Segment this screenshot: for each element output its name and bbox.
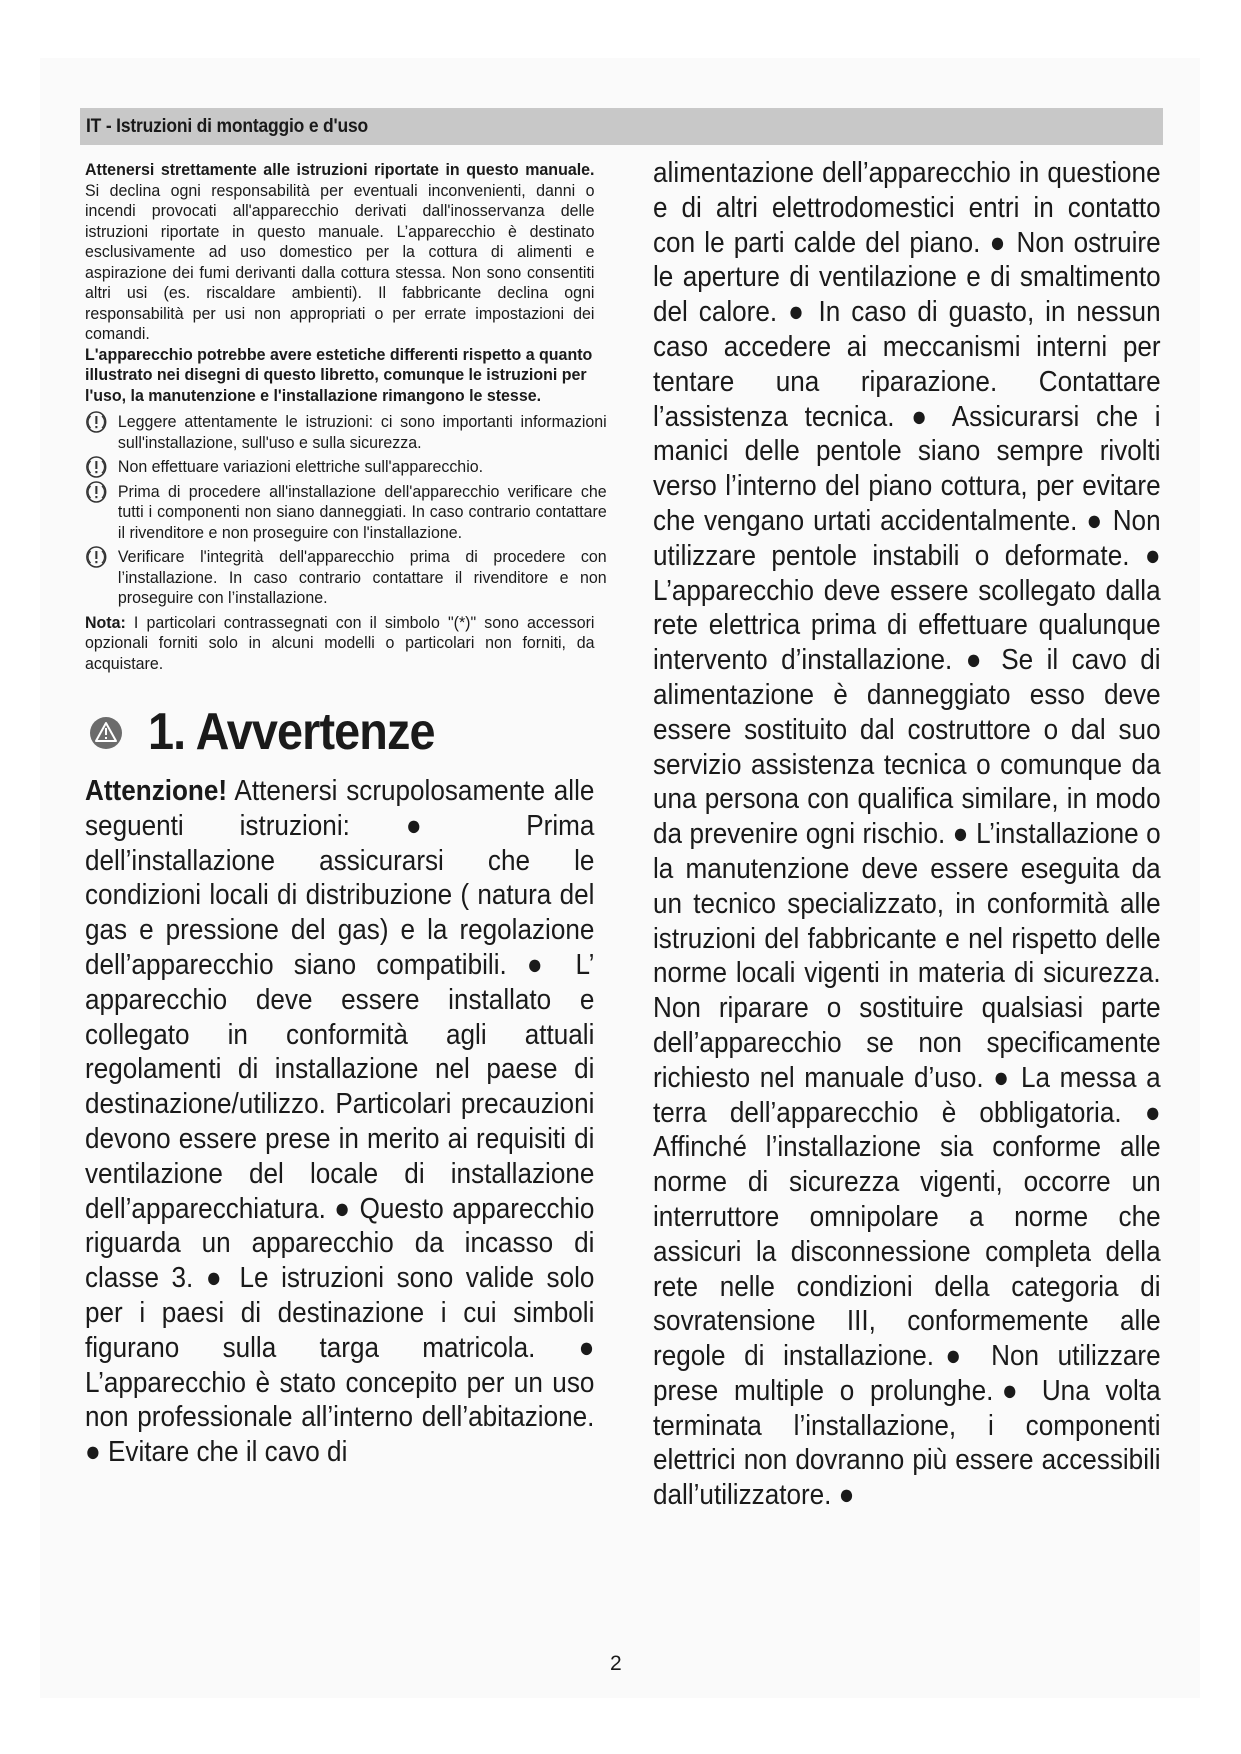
warning-text: Non effettuare variazioni elettriche sull'apparecchio. [117, 457, 484, 476]
header-title: IT - Istruzioni di montaggio e d'uso [86, 116, 369, 137]
warning-item [85, 547, 607, 609]
warning-item [85, 412, 607, 453]
section-heading [85, 698, 595, 768]
left-column [85, 160, 607, 1470]
warning-circle-icon [85, 545, 108, 569]
intro-paragraph [85, 160, 594, 345]
warning-item [85, 482, 607, 544]
warning-circle-icon [85, 410, 108, 434]
warning-text: Prima di procedere all'installazione dell'apparecchio verificare che tutti i componenti non siano danneggiati. In caso contrario contattare il rivenditore e non proseguire con l'installazione. [117, 481, 607, 542]
right-column [653, 156, 1161, 1513]
note-text: I particolari contrassegnati con il simbolo "(*)" sono accessori opzionali forniti solo in alcuni modelli o particolari non forniti, da acquistare. [85, 612, 595, 673]
warning-triangle-icon [89, 716, 123, 750]
warning-circle-icon [85, 455, 108, 479]
warning-text: Verificare l'integrità dell'apparecchio prima di procedere con l’installazione. In caso contrario contattare il rivenditore e non proseguire con l’installazione. [117, 547, 607, 607]
intro-lead: Attenersi strettamente alle istruzioni riportate in questo manuale. [85, 160, 595, 179]
body-left-text [85, 774, 594, 1470]
warning-text: Leggere attentamente le istruzioni: ci sono importanti informazioni sull'installazione, sull'uso e sulla sicurezza. [117, 412, 607, 452]
body-right-text: alimentazione dell’apparecchio in questione e di altri elettrodomestici entri in contatto con le parti calde del piano. ● Non ostruire le aperture di ventilazione e di smaltimento del calore. ● In caso di guasto, in nessun caso accedere ai meccanismi interni per tentare una riparazione. Contattare l’assistenza tecnica. ● Assicurarsi che i manici delle pentole siano sempre rivolti verso l’interno del piano cottura, per evitare che vengano urtati accidentalmente. ● Non utilizzare pentole instabili o deformate. ● L’apparecchio deve essere scollegato dalla rete elettrica prima di effettuare qualunque intervento d’installazione. ● Se il cavo di alimentazione è danneggiato esso deve essere sostituito dal costruttore o dal suo servizio assistenza tecnica o comunque da una persona con qualifica similare, in modo da prevenire ogni rischio. ● L’installazione o la manutenzione deve essere eseguita da un tecnico specializzato, in conformità alle istruzioni del fabbricante e nel rispetto delle norme locali vigenti in materia di sicurezza. Non riparare o sostituire qualsiasi parte dell’apparecchio se non specificamente richiesto nel manuale d’uso. ● La messa a terra dell’apparecchio è obbligatoria. ● Affinché l’installazione sia conforme alle norme di sicurezza vigenti, occorre un interruttore omnipolare a norme che assicuri la disconnessione completa della rete nelle condizioni della categoria di sovratensione III, conformemente alle regole di installazione.● Non utilizzare prese multiple o prolunghe.● Una volta terminata l’installazione, i componenti elettrici non dovranno più essere accessibili dall’utilizzatore. ● [653, 157, 1161, 1512]
warning-circle-icon [85, 480, 108, 504]
header-bar [80, 108, 1163, 145]
intro-bold-paragraph: L'apparecchio potrebbe avere estetiche differenti rispetto a quanto illustrato nei disegni di questo libretto, comunque le istruzioni per l'uso, la manutenzione e l'installazione rimangono le stesse. [85, 344, 593, 405]
intro-body: Si declina ogni responsabilità per eventuali inconvenienti, danni o incendi provocati all'apparecchio derivati dall'inosservanza delle istruzioni riportate in questo manuale. L’apparecchio è destinato esclusivamente ad uso domestico per la cottura di alimenti e aspirazione dei fumi derivanti dalla cottura stessa. Non sono consentiti altri usi (es. riscaldare ambienti). Il fabbricante declina ogni responsabilità per usi non appropriati o per errate impostazioni dei comandi. [85, 180, 595, 343]
note-label: Nota: [85, 612, 126, 632]
warning-list [85, 412, 607, 609]
attention-label: Attenzione! [85, 775, 228, 807]
page-number: 2 [610, 1652, 622, 1675]
note-paragraph [85, 613, 594, 675]
body-left-content: Attenersi scrupolosamente alle seguenti istruzioni: ● Prima dell’installazione assicurarsi che le condizioni locali di distribuzione ( natura del gas e pressione del gas) e la regolazione dell’apparecchio siano compatibili. ● L’ apparecchio deve essere installato e collegato in conformità agli attuali regolamenti di installazione nel paese di destinazione/utilizzo. Particolari precauzioni devono essere prese in merito ai requisiti di ventilazione del locale di installazione dell’apparecchiatura. ● Questo apparecchio riguarda un apparecchio da incasso di classe 3. ● Le istruzioni sono valide solo per i paesi di destinazione i cui simboli figurano sulla targa matricola. ● L’apparecchio è stato concepito per un uso non professionale all’interno dell’abitazione. ● Evitare che il cavo di [85, 775, 595, 1469]
section-title: 1. Avvertenze [148, 703, 435, 761]
warning-item [85, 457, 607, 478]
